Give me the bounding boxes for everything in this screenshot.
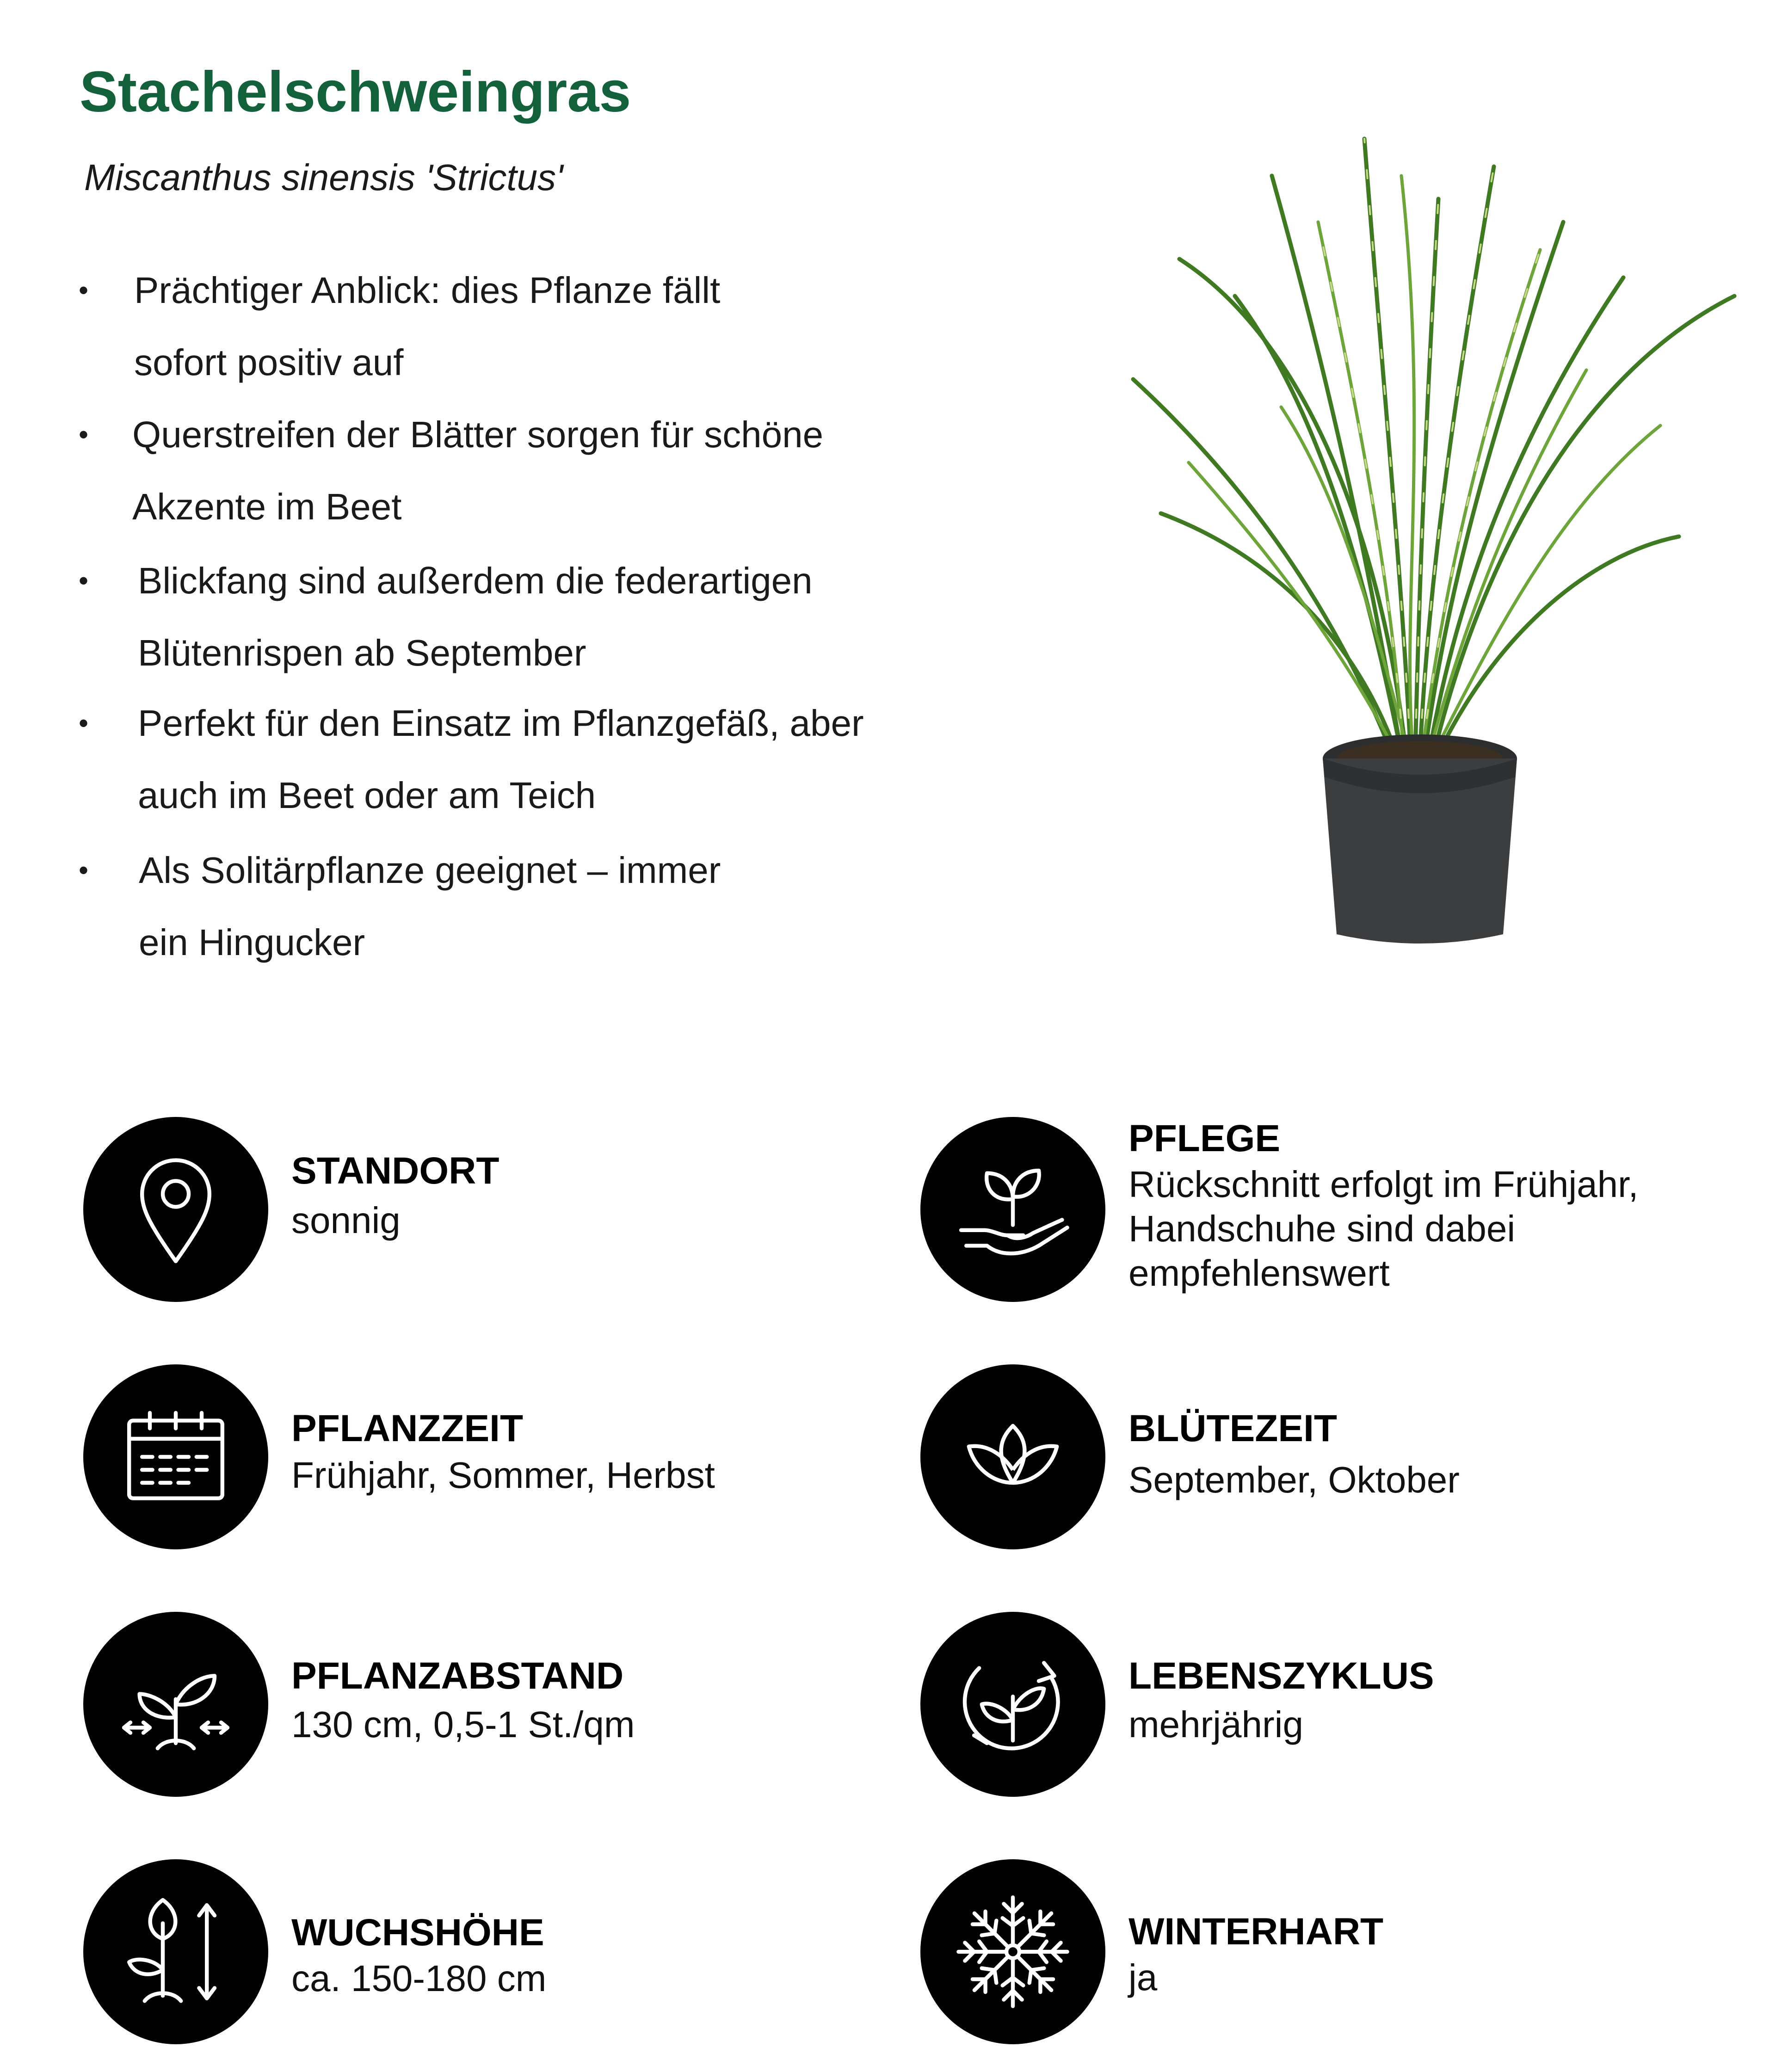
info-lebenszyklus: LEBENSZYKLUS mehrjährig <box>920 1612 1753 1797</box>
info-bluetezeit: BLÜTEZEIT September, Oktober <box>920 1364 1753 1549</box>
tree-height-icon <box>83 1859 268 2044</box>
info-pflanzzeit: PFLANZZEIT Frühjahr, Sommer, Herbst <box>83 1364 916 1549</box>
cycle-sprout-icon <box>920 1612 1105 1797</box>
info-winterhart: WINTERHART ja <box>920 1859 1753 2044</box>
snowflake-icon <box>920 1859 1105 2044</box>
calendar-icon <box>83 1364 268 1549</box>
feature-list: • Prächtiger Anblick: dies Pflanze fällt sofort positiv auf • Querstreifen der Blätter sorgen für schöne Akzente im Beet • Blickfang sind außerdem die federartigen Blütenrispen ab September • Perfekt für den Einsatz im Pflanzgefäß, aber auch im Beet oder am Teich • Als Solitärpflanze geeignet – immer ein Hingucker <box>79 270 864 963</box>
botanical-name: Miscanthus sinensis 'Strictus' <box>84 157 563 198</box>
product-title: Stachelschweingras <box>80 60 631 124</box>
location-pin-icon <box>83 1117 268 1302</box>
lotus-flower-icon <box>920 1364 1105 1549</box>
info-wuchshoehe: WUCHSHÖHE ca. 150-180 cm <box>83 1859 916 2044</box>
info-pflege: PFLEGE Rückschnitt erfolgt im Frühjahr, Handschuhe sind dabei empfehlenswert <box>920 1117 1753 1302</box>
info-pflanzabstand: PFLANZABSTAND 130 cm, 0,5-1 St./qm <box>83 1612 916 1797</box>
plant-image <box>1078 83 1762 962</box>
info-standort: STANDORT sonnig <box>83 1117 916 1302</box>
sprout-spacing-icon <box>83 1612 268 1797</box>
hand-sprout-icon <box>920 1117 1105 1302</box>
